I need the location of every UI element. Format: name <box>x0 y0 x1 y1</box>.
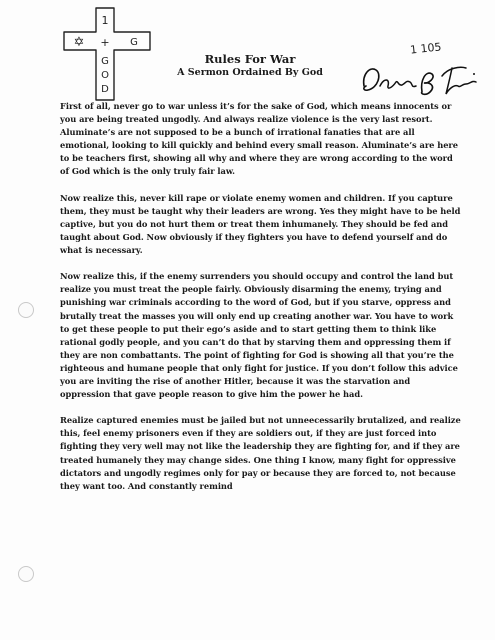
document-title: Rules For War <box>204 52 296 66</box>
cross-letter-g: G <box>101 56 109 67</box>
paragraph: First of all, never go to war unless it’s for the sake of God, which means innocents or you are being treated ungodly. And always realize violence is the very last resort. Aluminate’s are not supposed to be a bunch of irrational fanaties that are all emotional, looking to kill quickly and behind every small reason. Aluminate’s are here to be teachers first, showing all why and where they are wrong according to the word of God which is the only truly fair law. <box>60 101 458 177</box>
punch-hole <box>18 566 34 582</box>
cross-letter-d: D <box>101 84 109 95</box>
paragraph: Now realize this, never kill rape or violate enemy women and children. If you capture them, they must be taught why their leaders are wrong. Yes they might have to be held captive, but you do not hurt them or treat them inhumanely. They should be fed and taught about God. Now obviously if they fighters you have to defend yourself and do what is necessary. <box>60 192 461 256</box>
cross-letter-o: O <box>101 70 109 81</box>
cross-letter-right: G <box>130 37 138 48</box>
cross-drawing <box>62 6 154 102</box>
handwritten-signature <box>356 56 486 102</box>
document-body <box>60 100 462 506</box>
paragraph: Now realize this, if the enemy surrenders you should occupy and control the land but realize you must treat the people fairly. Obviously disarming the enemy, trying and punishing war criminals according to the word of God, but if you starve, oppress and brutally treat the masses you will only end up creating another war. You have to work to get these people to put their ego’s aside and to start getting them to think like rational godly people, and you can’t do that by starving them and oppressing them if they are non combattants. The point of fighting for God is showing all that you’re the righteous and humane people that only fight for justice. If you don’t follow this advice you are inviting the rise of another Hitler, because it was the starvation and oppression that gave people reason to give him the power he had. <box>60 271 458 400</box>
cross-letter-middle: + <box>100 36 110 49</box>
document-subtitle: A Sermon Ordained By God <box>177 67 323 78</box>
star-of-david-icon: ✡ <box>73 35 85 50</box>
document-heading <box>150 52 350 79</box>
punch-hole <box>18 302 34 318</box>
cross-letter-top: 1 <box>101 14 109 27</box>
paragraph: Realize captured enemies must be jailed but not unneecessarily brutalized, and realize this, feel enemy prisoners even if they are soldiers out, if they are just forced into fighting they very well may not like the leadership they are fighting for, and if they are treated humanely they may change sides. One thing I know, many fight for oppressive dictators and ungodly regimes only for pay or because they are forced to, not because they want too. And constantly remind <box>60 415 461 491</box>
handwritten-page-number: 1 105 <box>409 40 443 57</box>
